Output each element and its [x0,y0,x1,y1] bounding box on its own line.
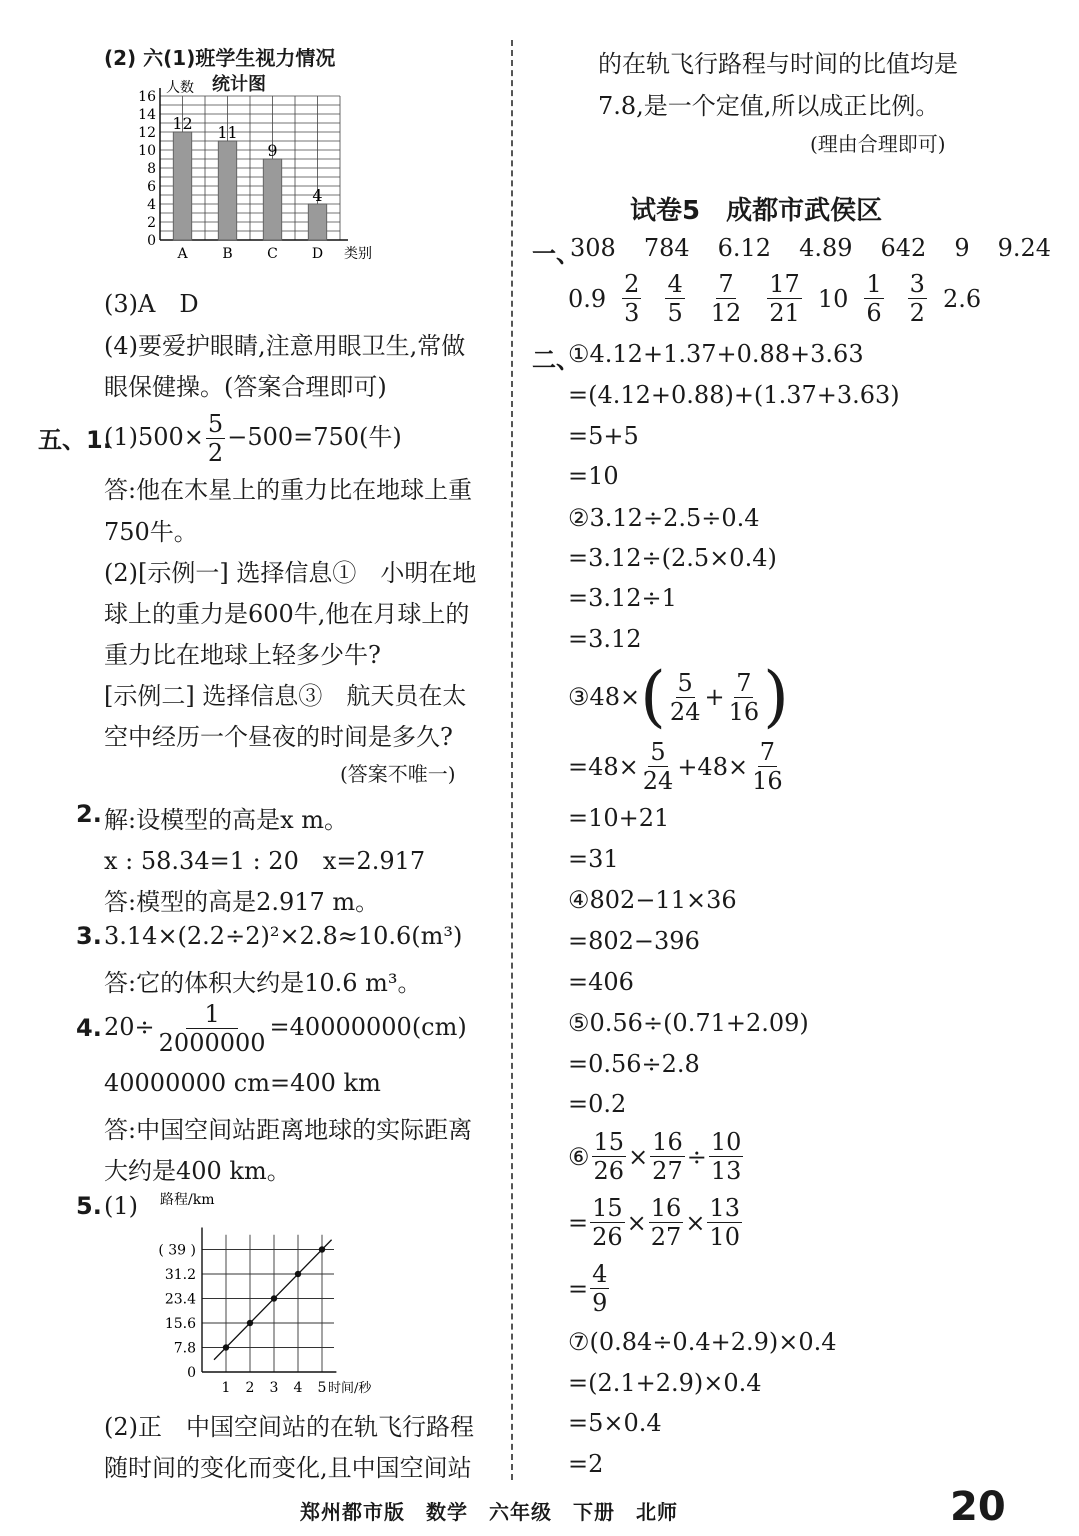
s5-1-answer-line1: 答:他在木星上的重力比在地球上重 [104,476,473,504]
bar-y-axis-label: 人数 [166,80,194,96]
q2-line2: x : 58.34=1 : 20 x=2.917 [104,847,426,875]
bar-value-label: 4 [312,186,323,205]
p6-operator: × [628,1142,649,1171]
p7-line4: =2 [568,1450,604,1478]
bar-y-tick-label: 2 [147,215,156,231]
p6-line3 [568,1262,611,1315]
q2-label: 2. [76,800,102,828]
s1-value: 308 [570,234,616,262]
line-x-axis-label: 时间/秒 [328,1381,372,1396]
bar [218,141,237,240]
p6-fraction: $\frac{13}{10}$ [709,1194,740,1251]
line-point [247,1320,253,1326]
bar [263,159,282,240]
bar-category-label: C [267,246,278,262]
answer-q4-line2: 眼保健操。(答案合理即可) [104,373,387,401]
q5-sub-label: (1) [104,1192,138,1220]
q4-fraction: $\frac{1}{2000000}$ [158,1000,266,1057]
section-two-label: 二、 [532,346,580,374]
s1-value: 9.24 [997,234,1052,262]
p4-line1: ④802−11×36 [568,886,737,914]
p3-l2-mid: +48× [677,752,749,781]
p4-line2: =802−396 [568,927,700,955]
p6-fraction: $\frac{10}{13}$ [710,1128,742,1185]
s5-2-line4: [示例二] 选择信息③ 航天员在太 [104,682,467,710]
q5-2-line1: (2)正 中国空间站的在轨飞行路程 [104,1413,474,1441]
s1-fractions-a [620,272,804,325]
p3-paren-open: ( [640,658,666,735]
p1-line3: =5+5 [568,422,639,450]
q4-label: 4. [76,1014,102,1042]
s5-1-equation [104,412,402,465]
p3-frac2: $\frac{7}{16}$ [728,668,760,726]
s5-2-note: (答案不唯一) [340,762,456,786]
section-one-label: 一、 [532,240,580,268]
p4-line3: =406 [568,968,634,996]
continued-line2: 7.8,是一个定值,所以成正比例。 [598,92,940,120]
page-number: 20 [950,1484,1006,1530]
s1-value: 6.12 [717,234,772,262]
q4-line4: 大约是400 km。 [104,1157,291,1185]
line-y-axis-label: 路程/km [160,1192,215,1208]
bar-chart-subtitle: 统计图 [212,74,266,95]
q5-2-line2: 随时间的变化而变化,且中国空间站 [104,1454,472,1482]
p6-l3-frac: $\frac{4}{9}$ [592,1260,608,1317]
p6-fraction: $\frac{15}{26}$ [593,1128,625,1185]
line-chart [140,1190,390,1396]
s1-fraction: $\frac{2}{3}$ [624,270,640,327]
bar-y-tick-label: 4 [147,197,156,213]
p6-operator: ÷ [686,1142,707,1171]
bar-chart-caption: (2) 六(1)班学生视力情况 [104,46,336,70]
line-x-tick-label: 2 [245,1380,255,1396]
p3-line4: =31 [568,845,619,873]
q3-line2: 答:它的体积大约是10.6 m³。 [104,969,422,997]
bar-y-tick-label: 10 [138,143,156,159]
line-x-tick-label: 4 [293,1380,303,1396]
bar-y-tick-label: 16 [138,89,156,105]
q4-line3: 答:中国空间站距离地球的实际距离 [104,1116,473,1144]
s1-value-10: 10 [817,284,849,313]
s1-row1 [570,234,1079,262]
line-y-tick-label: 23.4 [164,1291,196,1308]
s1-fractions-b [862,272,929,325]
bar-y-tick-label: 6 [147,179,156,195]
p3-plus: + [704,683,725,711]
q3-line1: 3.14×(2.2÷2)²×2.8≈10.6(m³) [104,922,463,950]
p1-line1: ①4.12+1.37+0.88+3.63 [568,340,864,368]
bar [308,204,327,240]
p1-line4: =10 [568,462,619,490]
p3-line3: =10+21 [568,804,670,832]
p3-l2-prefix: =48× [568,752,639,781]
p5-line1: ⑤0.56÷(0.71+2.09) [568,1009,809,1037]
p3-line1 [568,658,789,735]
line-point [319,1246,325,1252]
q4-prefix: 20÷ [104,1013,155,1041]
bar-chart [130,80,372,270]
q5-label: 5. [76,1192,102,1220]
p2-line1: ②3.12÷2.5÷0.4 [568,504,760,532]
q4-equation [104,1002,467,1055]
s1-value: 9 [954,234,970,262]
line-point [271,1295,277,1301]
bar-y-tick-label: 12 [138,125,156,141]
line-y-tick-label: ( 39 ) [158,1242,196,1259]
s5-1-prefix: (1)500× [104,423,204,451]
line-x-tick-label: 5 [317,1380,327,1396]
answer-q3: (3)A D [104,290,199,318]
q2-line1: 解:设模型的高是x m。 [104,806,349,834]
p2-line3: =3.12÷1 [568,584,677,612]
s1-value-0-9: 0.9 [568,284,607,313]
line-x-tick-label: 1 [221,1380,231,1396]
s1-fraction: $\frac{1}{6}$ [866,270,882,327]
p3-prefix: ③48× [568,683,641,711]
p6-fraction: $\frac{16}{27}$ [652,1128,683,1185]
s1-value: 784 [643,234,690,262]
answer-q4-line1: (4)要爱护眼睛,注意用眼卫生,常做 [104,332,466,360]
s1-row2 [568,272,981,325]
bar-value-label: 11 [217,123,238,142]
p1-line2: =(4.12+0.88)+(1.37+3.63) [568,381,900,409]
s5-2-line5: 空中经历一个昼夜的时间是多久? [104,723,453,751]
p6-operator: × [626,1208,647,1237]
p7-line1: ⑦(0.84÷0.4+2.9)×0.4 [568,1328,837,1356]
bar-y-tick-label: 8 [147,161,156,177]
q3-label: 3. [76,922,102,950]
continued-note: (理由合理即可) [810,132,946,156]
p3-frac1: $\frac{5}{24}$ [669,668,701,726]
s1-value: 642 [880,234,927,262]
s1-fraction: $\frac{3}{2}$ [909,270,925,327]
p2-line4: =3.12 [568,625,642,653]
bar-y-tick-label: 0 [147,233,156,249]
paper-heading: 试卷5 成都市武侯区 [630,196,883,226]
p7-line3: =5×0.4 [568,1409,662,1437]
line-point [295,1271,301,1277]
bar-y-tick-label: 14 [138,107,156,123]
p6-line2 [568,1196,744,1249]
column-divider [511,40,513,1480]
bar-category-label: A [177,246,188,262]
line-y-tick-label: 15.6 [164,1316,196,1332]
p6-operator: × [685,1208,706,1237]
p6-fraction: $\frac{15}{26}$ [592,1194,623,1251]
bar-x-axis-label: 类别 [344,246,372,262]
s1-value-2-6: 2.6 [942,284,982,313]
s5-2-line2: 球上的重力是600牛,他在月球上的 [104,600,470,628]
p6-l2-eq: = [568,1208,589,1237]
p6-l3-eq: = [568,1274,589,1303]
s1-fraction: $\frac{7}{12}$ [710,270,742,327]
line-y-tick-label: 0 [187,1365,196,1381]
s5-1-answer-line2: 750牛。 [104,518,198,546]
s5-1-suffix: −500=750(牛) [227,423,402,451]
s1-fraction: $\frac{17}{21}$ [769,270,800,327]
p6-line1 [568,1130,745,1183]
p5-line2: =0.56÷2.8 [568,1050,700,1078]
p2-line2: =3.12÷(2.5×0.4) [568,544,777,572]
line-y-tick-label: 7.8 [173,1340,196,1357]
page-footer: 郑州都市版 数学 六年级 下册 北师 [300,1500,678,1524]
p3-l2-frac2: $\frac{7}{16}$ [752,738,783,795]
q2-line3: 答:模型的高是2.917 m。 [104,888,380,916]
p3-line2 [568,740,787,793]
line-point [223,1344,229,1350]
p3-l2-frac1: $\frac{5}{24}$ [642,738,674,795]
s5-2-line3: 重力比在地球上轻多少牛? [104,641,381,669]
s1-fraction: $\frac{4}{5}$ [667,270,683,327]
section-five-label: 五、1. [38,426,112,454]
bar-category-label: D [311,246,324,262]
bar [173,132,192,240]
p3-paren-close: ) [763,658,789,735]
p5-line3: =0.2 [568,1090,627,1118]
bar-category-label: B [222,246,233,262]
s1-value: 4.89 [799,234,853,262]
q4-line2: 40000000 cm=400 km [104,1069,381,1097]
s5-1-fraction: $\frac{5}{2}$ [207,410,224,467]
s5-2-line1: (2)[示例一] 选择信息① 小明在地 [104,559,477,587]
line-y-tick-label: 31.2 [164,1267,196,1283]
continued-line1: 的在轨飞行路程与时间的比值均是 [598,50,958,78]
q4-suffix: =40000000(cm) [269,1013,467,1041]
p6-fraction: $\frac{16}{27}$ [650,1194,682,1251]
bar-value-label: 12 [172,114,193,133]
p7-line2: =(2.1+2.9)×0.4 [568,1369,762,1397]
bar-value-label: 9 [267,141,278,160]
line-x-tick-label: 3 [269,1380,279,1396]
p6-label: ⑥ [568,1142,590,1171]
